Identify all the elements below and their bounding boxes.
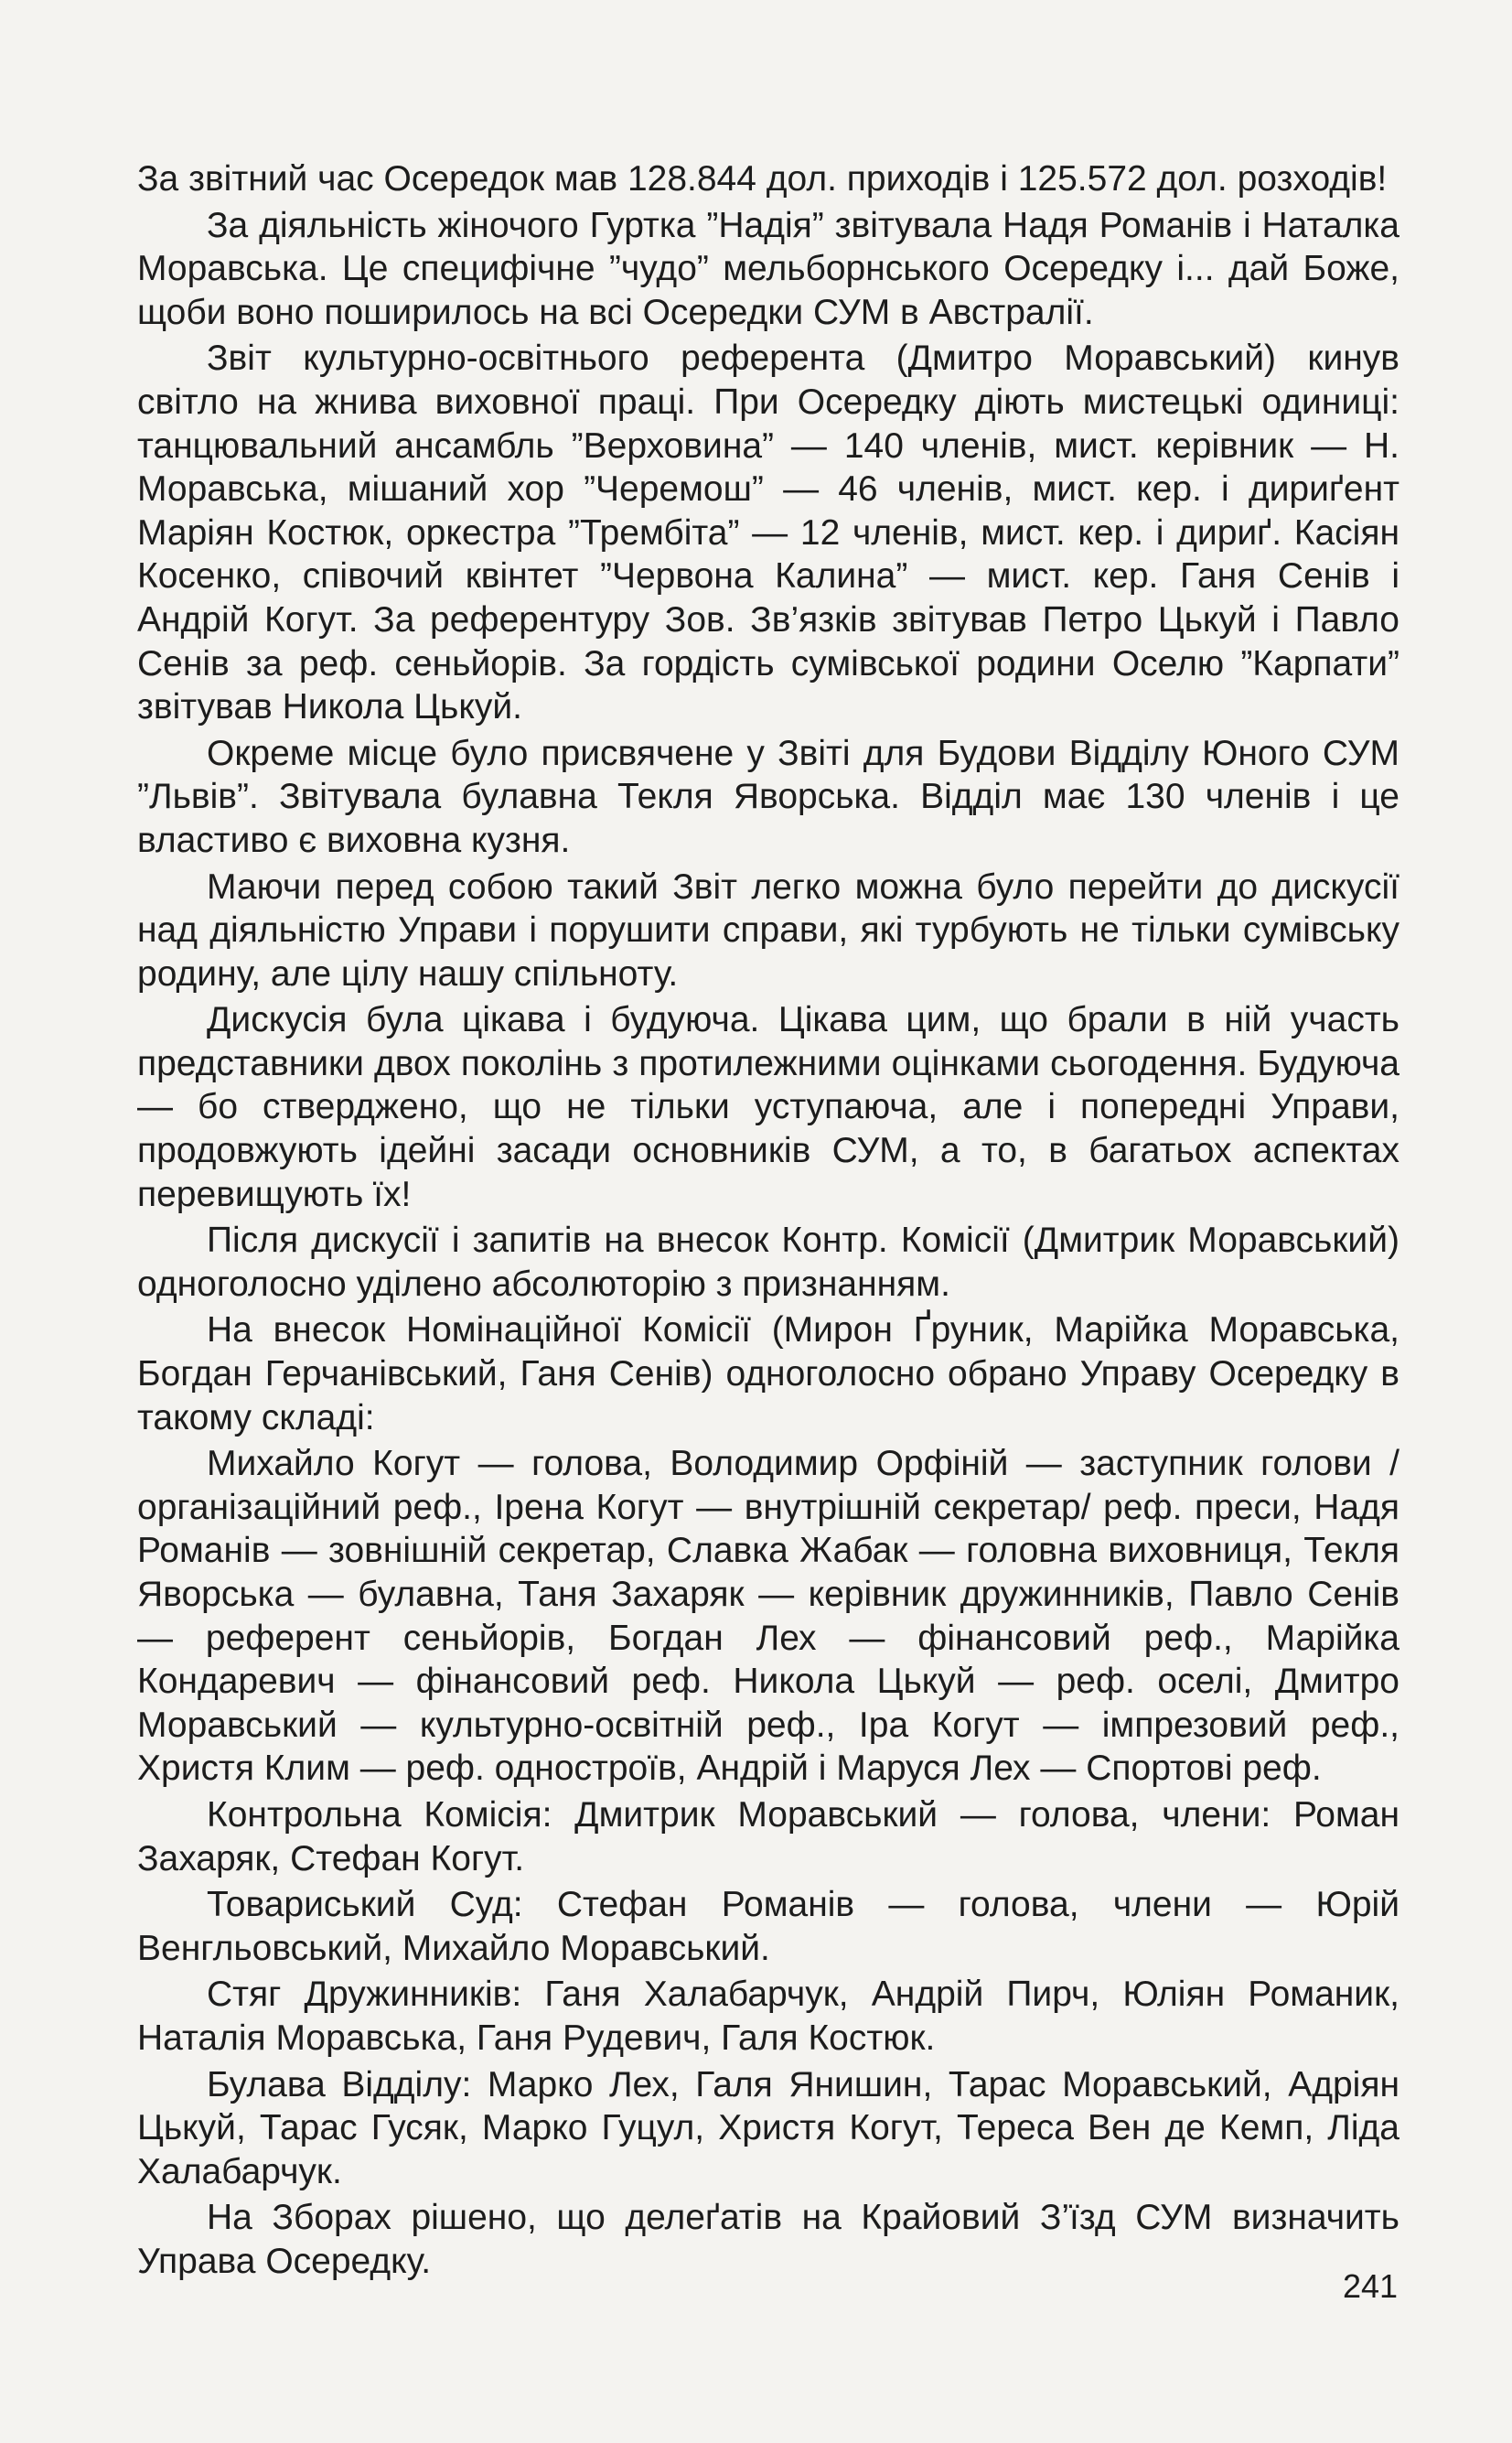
paragraph-board-members: Михайло Когут — голова, Володимир Орфіній — заступник голови /організаційний реф., Ірена Когут — внутрішній секретар/ реф. преси, Надя Романів — зовнішній секретар, Славка Жабак — головна виховниця, Текля Яворська — булавна, Таня Захаряк — керівник дружинників, Павло Сенів — референт сеньйорів, Богдан Лех — фінансовий реф., Марійка Кондаревич — фінансовий реф. Никола Цькуй — реф. оселі, Дмитро Моравський — культурно-освітній реф., Іра Когут — імпрезовий реф., Христя Клим — реф. одностроїв, Андрій і Маруся Лех — Спортові реф. <box>137 1444 1399 1789</box>
paragraph-branch-mace: Булава Відділу: Марко Лех, Галя Янишин, Тарас Моравський, Адріян Цькуй, Тарас Гусяк, Марко Гуцул, Христя Когут, Тереса Вен де Кемп, Ліда Халабарчук. <box>137 2064 1399 2191</box>
paragraph-absolution: Після дискусії і запитів на внесок Контр. Комісії (Дмитрик Моравський) одноголосно уділено абсолюторію з признанням. <box>137 1221 1399 1304</box>
paragraph-delegates: На Зборах рішено, що делеґатів на Крайовий З’їзд СУМ визначить Управа Осередку. <box>137 2198 1399 2281</box>
page-body <box>137 157 1399 2287</box>
paragraph-cultural-report: Звіт культурно-освітнього референта (Дмитро Моравський) кинув світло на жнива виховної праці. При Осередку діють мистецькі одиниці: танцювальний ансамбль ”Верховина” — 140 членів, мист. керівник — Н. Моравська, мішаний хор ”Черемош” — 46 членів, мист. кер. і дириґент Маріян Костюк, оркестра ”Трембіта” — 12 членів, мист. кер. і дириґ. Касіян Косенко, співочий квінтет ”Червона Калина” — мист. кер. Ганя Сенів і Андрій Когут. За референтуру Зов. Зв’язків звітував Петро Цькуй і Павло Сенів за реф. сеньйорів. За гордість сумівської родини Оселю ”Карпати” звітував Никола Цькуй. <box>137 339 1399 727</box>
paragraph-squad-banner: Стяг Дружинників: Ганя Халабарчук, Андрій Пирч, Юліян Романик, Наталія Моравська, Ганя Рудевич, Галя Костюк. <box>137 1975 1399 2058</box>
paragraph-discussion-intro: Маючи перед собою такий Звіт легко можна було перейти до дискусії над діяльністю Управи і порушити справи, які турбують не тільки сумівську родину, але цілу нашу спільноту. <box>137 866 1399 994</box>
paragraph-nomination: На внесок Номінаційної Комісії (Мирон Ґруник, Марійка Моравська, Богдан Герчанівський, Ганя Сенів) одноголосно обрано Управу Осередку в такому складі: <box>137 1310 1399 1437</box>
paragraph-youth-branch: Окреме місце було присвячене у Звіті для Будови Відділу Юного СУМ ”Львів”. Звітувала булавна Текля Яворська. Відділ має 130 членів і це властиво є виховна кузня. <box>137 733 1399 860</box>
paragraph-friendly-court: Товариський Суд: Стефан Романів — голова, члени — Юрій Венгльовський, Михайло Моравський. <box>137 1885 1399 1968</box>
paragraph-finances: За звітний час Осередок мав 128.844 дол. приходів і 125.572 дол. розходів! <box>137 159 1388 199</box>
paragraph-discussion: Дискусія була цікава і будуюча. Цікава цим, що брали в ній участь представники двох поколінь з протилежними оцінками сьогодення. Будуюча — бо стверджено, що не тільки уступаюча, але і попередні Управи, продовжують ідейні засади основників СУМ, а то, в багатьох аспектах перевищують їх! <box>137 1000 1399 1214</box>
paragraph-womens-circle: За діяльність жіночого Гуртка ”Надія” звітувала Надя Романів і Наталка Моравська. Це специфічне ”чудо” мельборнського Осередку і... дай Боже, щоби воно поширилось на всі Осередки СУМ в Австралії. <box>137 205 1399 332</box>
paragraph-control-commission: Контрольна Комісія: Дмитрик Моравський — голова, члени: Роман Захаряк, Стефан Когут. <box>137 1794 1399 1878</box>
page-number: 241 <box>1343 2267 1399 2305</box>
